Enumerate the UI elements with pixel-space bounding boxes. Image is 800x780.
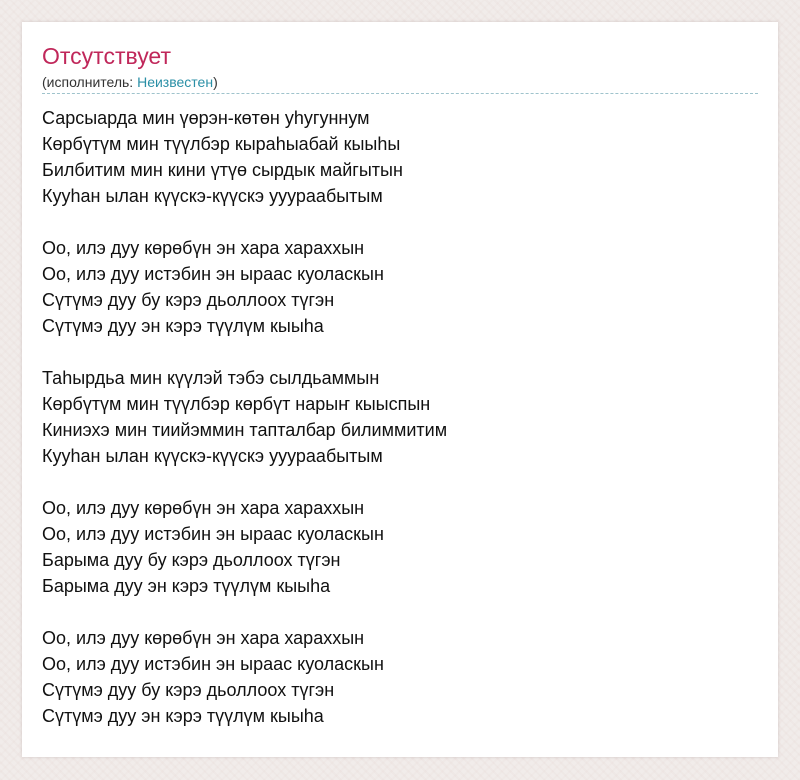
stanza [42,365,758,469]
stanza [42,105,758,209]
lyric-line: Оо, илэ дуу көрөбүн эн хара хараххын [42,628,365,648]
lyric-line: Сарсыарда мин үөрэн-көтөн уһугуннум [42,108,370,128]
lyric-line: Көрбүтүм мин түүлбэр кыраһыабай кыыһы [42,134,401,154]
artist-suffix: ) [213,74,218,90]
lyric-line: Барыма дуу бу кэрэ дьоллоох түгэн [42,550,341,570]
lyric-line: Таһырдьа мин күүлэй тэбэ сылдьаммын [42,368,380,388]
lyric-line: Оо, илэ дуу истэбин эн ыраас куоласкын [42,654,384,674]
lyric-line: Сүтүмэ дуу бу кэрэ дьоллоох түгэн [42,290,335,310]
lyric-line: Кууһан ылан күүскэ-күүскэ ууураабытым [42,446,383,466]
lyrics-card [22,22,778,757]
lyrics-body [42,105,758,729]
artist-line [42,73,758,94]
lyric-line: Оо, илэ дуу көрөбүн эн хара хараххын [42,238,365,258]
lyric-line: Кууһан ылан күүскэ-күүскэ ууураабытым [42,186,383,206]
artist-prefix: (исполнитель: [42,74,138,90]
lyric-line: Оо, илэ дуу истэбин эн ыраас куоласкын [42,264,384,284]
lyric-line: Сүтүмэ дуу эн кэрэ түүлүм кыыһа [42,706,324,726]
stanza [42,495,758,599]
lyric-line: Сүтүмэ дуу бу кэрэ дьоллоох түгэн [42,680,335,700]
stanza [42,235,758,339]
lyric-line: Киниэхэ мин тиийэммин тапталбар билиммитим [42,420,448,440]
lyric-line: Билбитим мин кини үтүө сырдык майгытын [42,160,403,180]
lyric-line: Сүтүмэ дуу эн кэрэ түүлүм кыыһа [42,316,324,336]
lyric-line: Көрбүтүм мин түүлбэр көрбүт нарыҥ кыыспын [42,394,431,414]
lyric-line: Барыма дуу эн кэрэ түүлүм кыыһа [42,576,331,596]
lyric-line: Оо, илэ дуу истэбин эн ыраас куоласкын [42,524,384,544]
song-title: Отсутствует [42,43,171,69]
stanza [42,625,758,729]
lyric-line: Оо, илэ дуу көрөбүн эн хара хараххын [42,498,365,518]
artist-link[interactable]: Неизвестен [137,74,214,90]
